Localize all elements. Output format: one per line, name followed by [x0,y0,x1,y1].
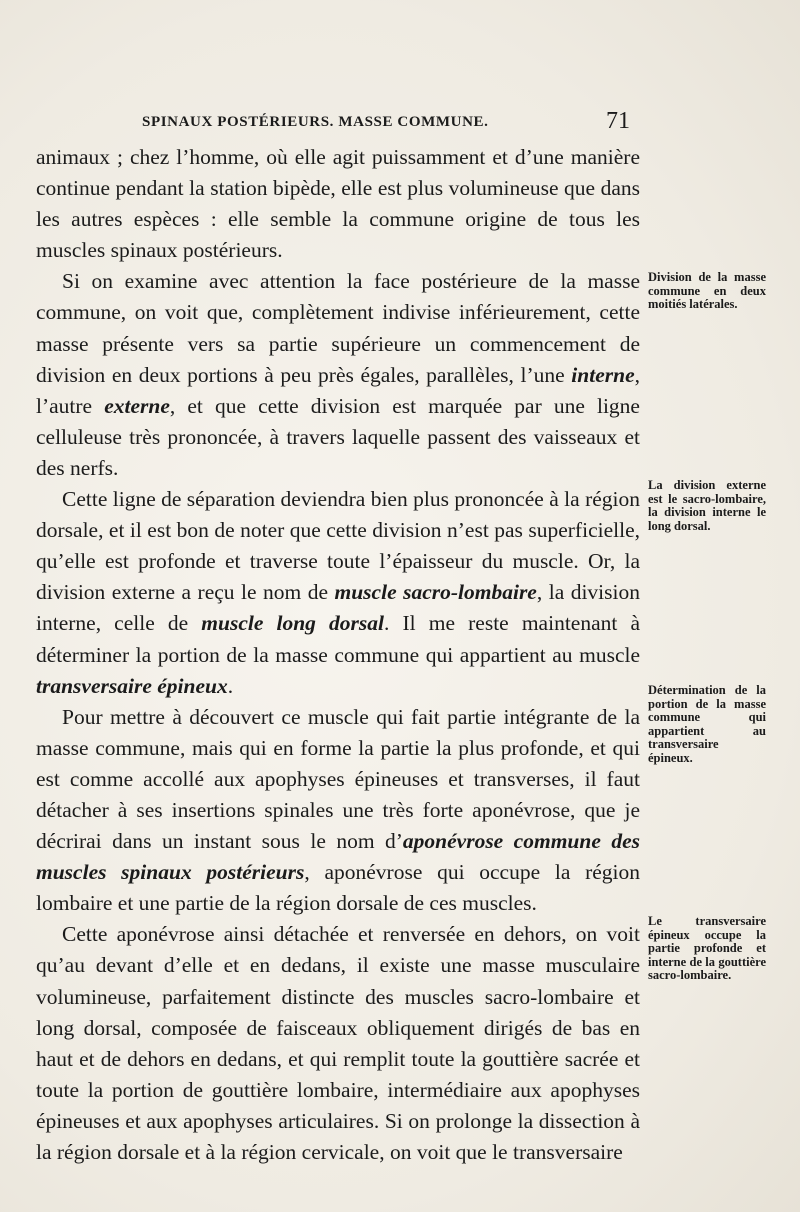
paragraph-2-emphasis-2: externe [104,393,170,418]
paragraph-5: Cette aponévrose ainsi détachée et renversée en dehors, on voit qu’au devant d’elle et en dedans, il existe une masse musculaire volumineuse, parfaitement distincte des muscles sacro-lombaire et long dorsal, composée de faisceaux obliquement dirigés de bas en haut et de dehors en dedans, et qui remplit toute la gouttière sacrée et toute la portion de gouttière lombaire, intermédiaire aux apophyses épineuses et aux apophyses articulaires. Si on prolonge la dissection à la région dorsale et à la région cervicale, on voit que le transversaire [36,922,640,1164]
margin-note-determination: Détermination de la portion de la masse commune qui appartient au transversaire épineux. [648,683,766,765]
paragraph-4 [36,702,640,920]
margin-note-division: Division de la masse commune en deux moitiés latérales. [648,270,766,311]
running-head: SPINAUX POSTÉRIEURS. MASSE COMMUNE. [142,114,489,130]
paragraph-3-emphasis-3: transversaire épineux [36,673,228,698]
main-text [36,142,640,1168]
paragraph-2-text-a: Si on examine avec attention la face postérieure de la masse commune, on voit que, complètement indivise inférieurement, cette masse présente vers sa partie supérieure un commencement de division en deux portions à peu près égales, parallèles, l’une [36,269,640,387]
paragraph-3-emphasis-2: muscle long dorsal [201,611,385,636]
paragraph-3-text-d: . [227,673,234,698]
paragraph-2-emphasis-1: interne [571,362,635,387]
paragraph-3-emphasis-1: muscle sacro-lombaire [334,580,537,605]
paragraph-3-text-c: . Il me reste maintenant à déterminer la portion de la masse commune qui appartient au muscle [36,611,641,667]
margin-note-external-internal: La division externe est le sacro-lombaire, la division interne le long dorsal. [648,478,766,533]
paragraph-2-text-c: , et que cette division est marquée par une ligne celluleuse très prononcée, à travers laquelle passent des vaisseaux et des nerfs. [36,393,640,480]
paragraph-4-text-a: Pour mettre à découvert ce muscle qui fait partie intégrante de la masse commune, mais qui en forme la partie la plus profonde, et qui est comme accollé aux apophyses épineuses et transverses, il faut détacher à ses insertions spinales une très forte aponévrose, que je décrirai dans un instant sous le nom d’ [36,704,640,854]
paragraph-3-text-a: Cette ligne de séparation deviendra bien plus prononcée à la région dorsale, et il est bon de noter que cette division n’est pas superficielle, qu’elle est profonde et traverse toute l’épaisseur du muscle. Or, la division externe a reçu le nom de [36,487,640,605]
paragraph-4-text-b: , aponévrose qui occupe la région lombaire et une partie de la région dorsale de ces muscles. [36,860,641,916]
paragraph-3-text-b: , la division interne, celle de [36,580,641,636]
paragraph-1: animaux ; chez l’homme, où elle agit puissamment et d’une manière continue pendant la station bipède, elle est plus volumineuse que dans les autres espèces : elle semble la commune origine de tous les muscles spinaux postérieurs. [36,145,640,263]
paragraph-3 [36,484,640,702]
paragraph-2-text-b: , l’autre [36,362,640,418]
page-header [36,108,640,138]
paragraph-2 [36,266,640,484]
page-number: 71 [606,108,630,134]
paragraph-4-emphasis-1: aponévrose commune des muscles spinaux postérieurs [36,829,640,885]
margin-note-transversaire: Le transversaire épineux occupe la partie profonde et interne de la gouttière sacro-lombaire. [648,914,766,982]
